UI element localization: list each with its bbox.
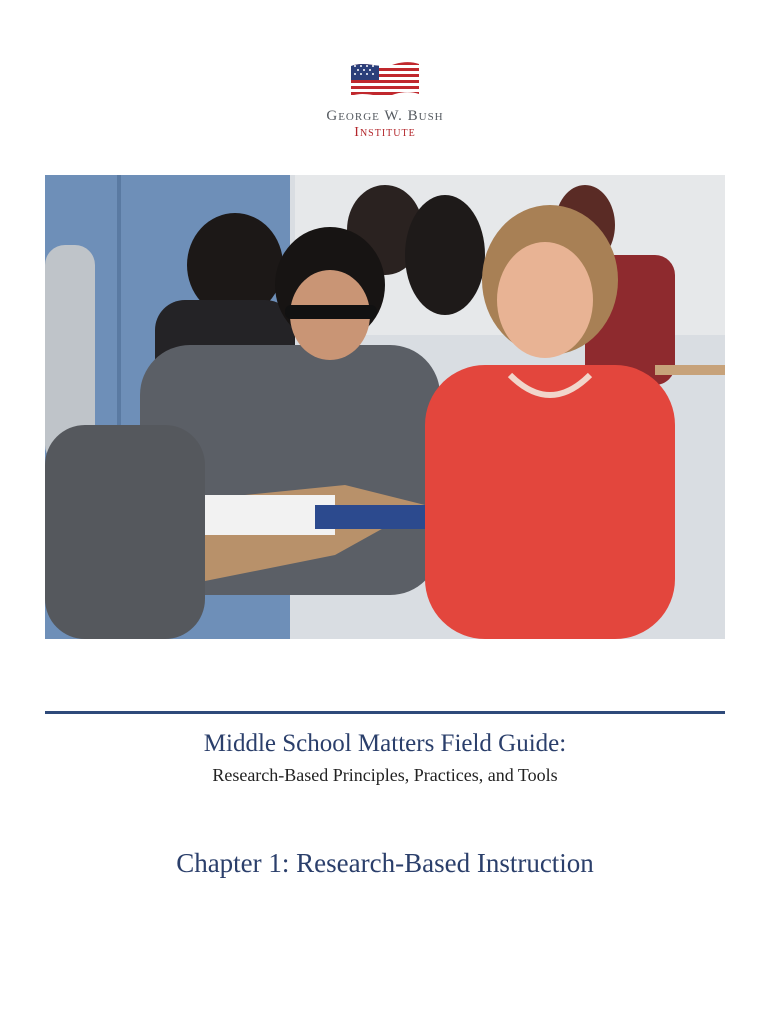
document-title: Middle School Matters Field Guide: (203, 730, 567, 757)
chapter-heading: Chapter 1: Research-Based Instruction (176, 848, 594, 878)
classroom-photo (45, 175, 725, 639)
org-name: George W. Bush (326, 108, 444, 124)
org-subtitle: Institute (354, 125, 416, 140)
institute-logo (0, 60, 770, 141)
divider-rule (45, 711, 725, 714)
american-flag-icon (349, 60, 421, 100)
document-subtitle: Research-Based Principles, Practices, and Tools (212, 765, 558, 785)
